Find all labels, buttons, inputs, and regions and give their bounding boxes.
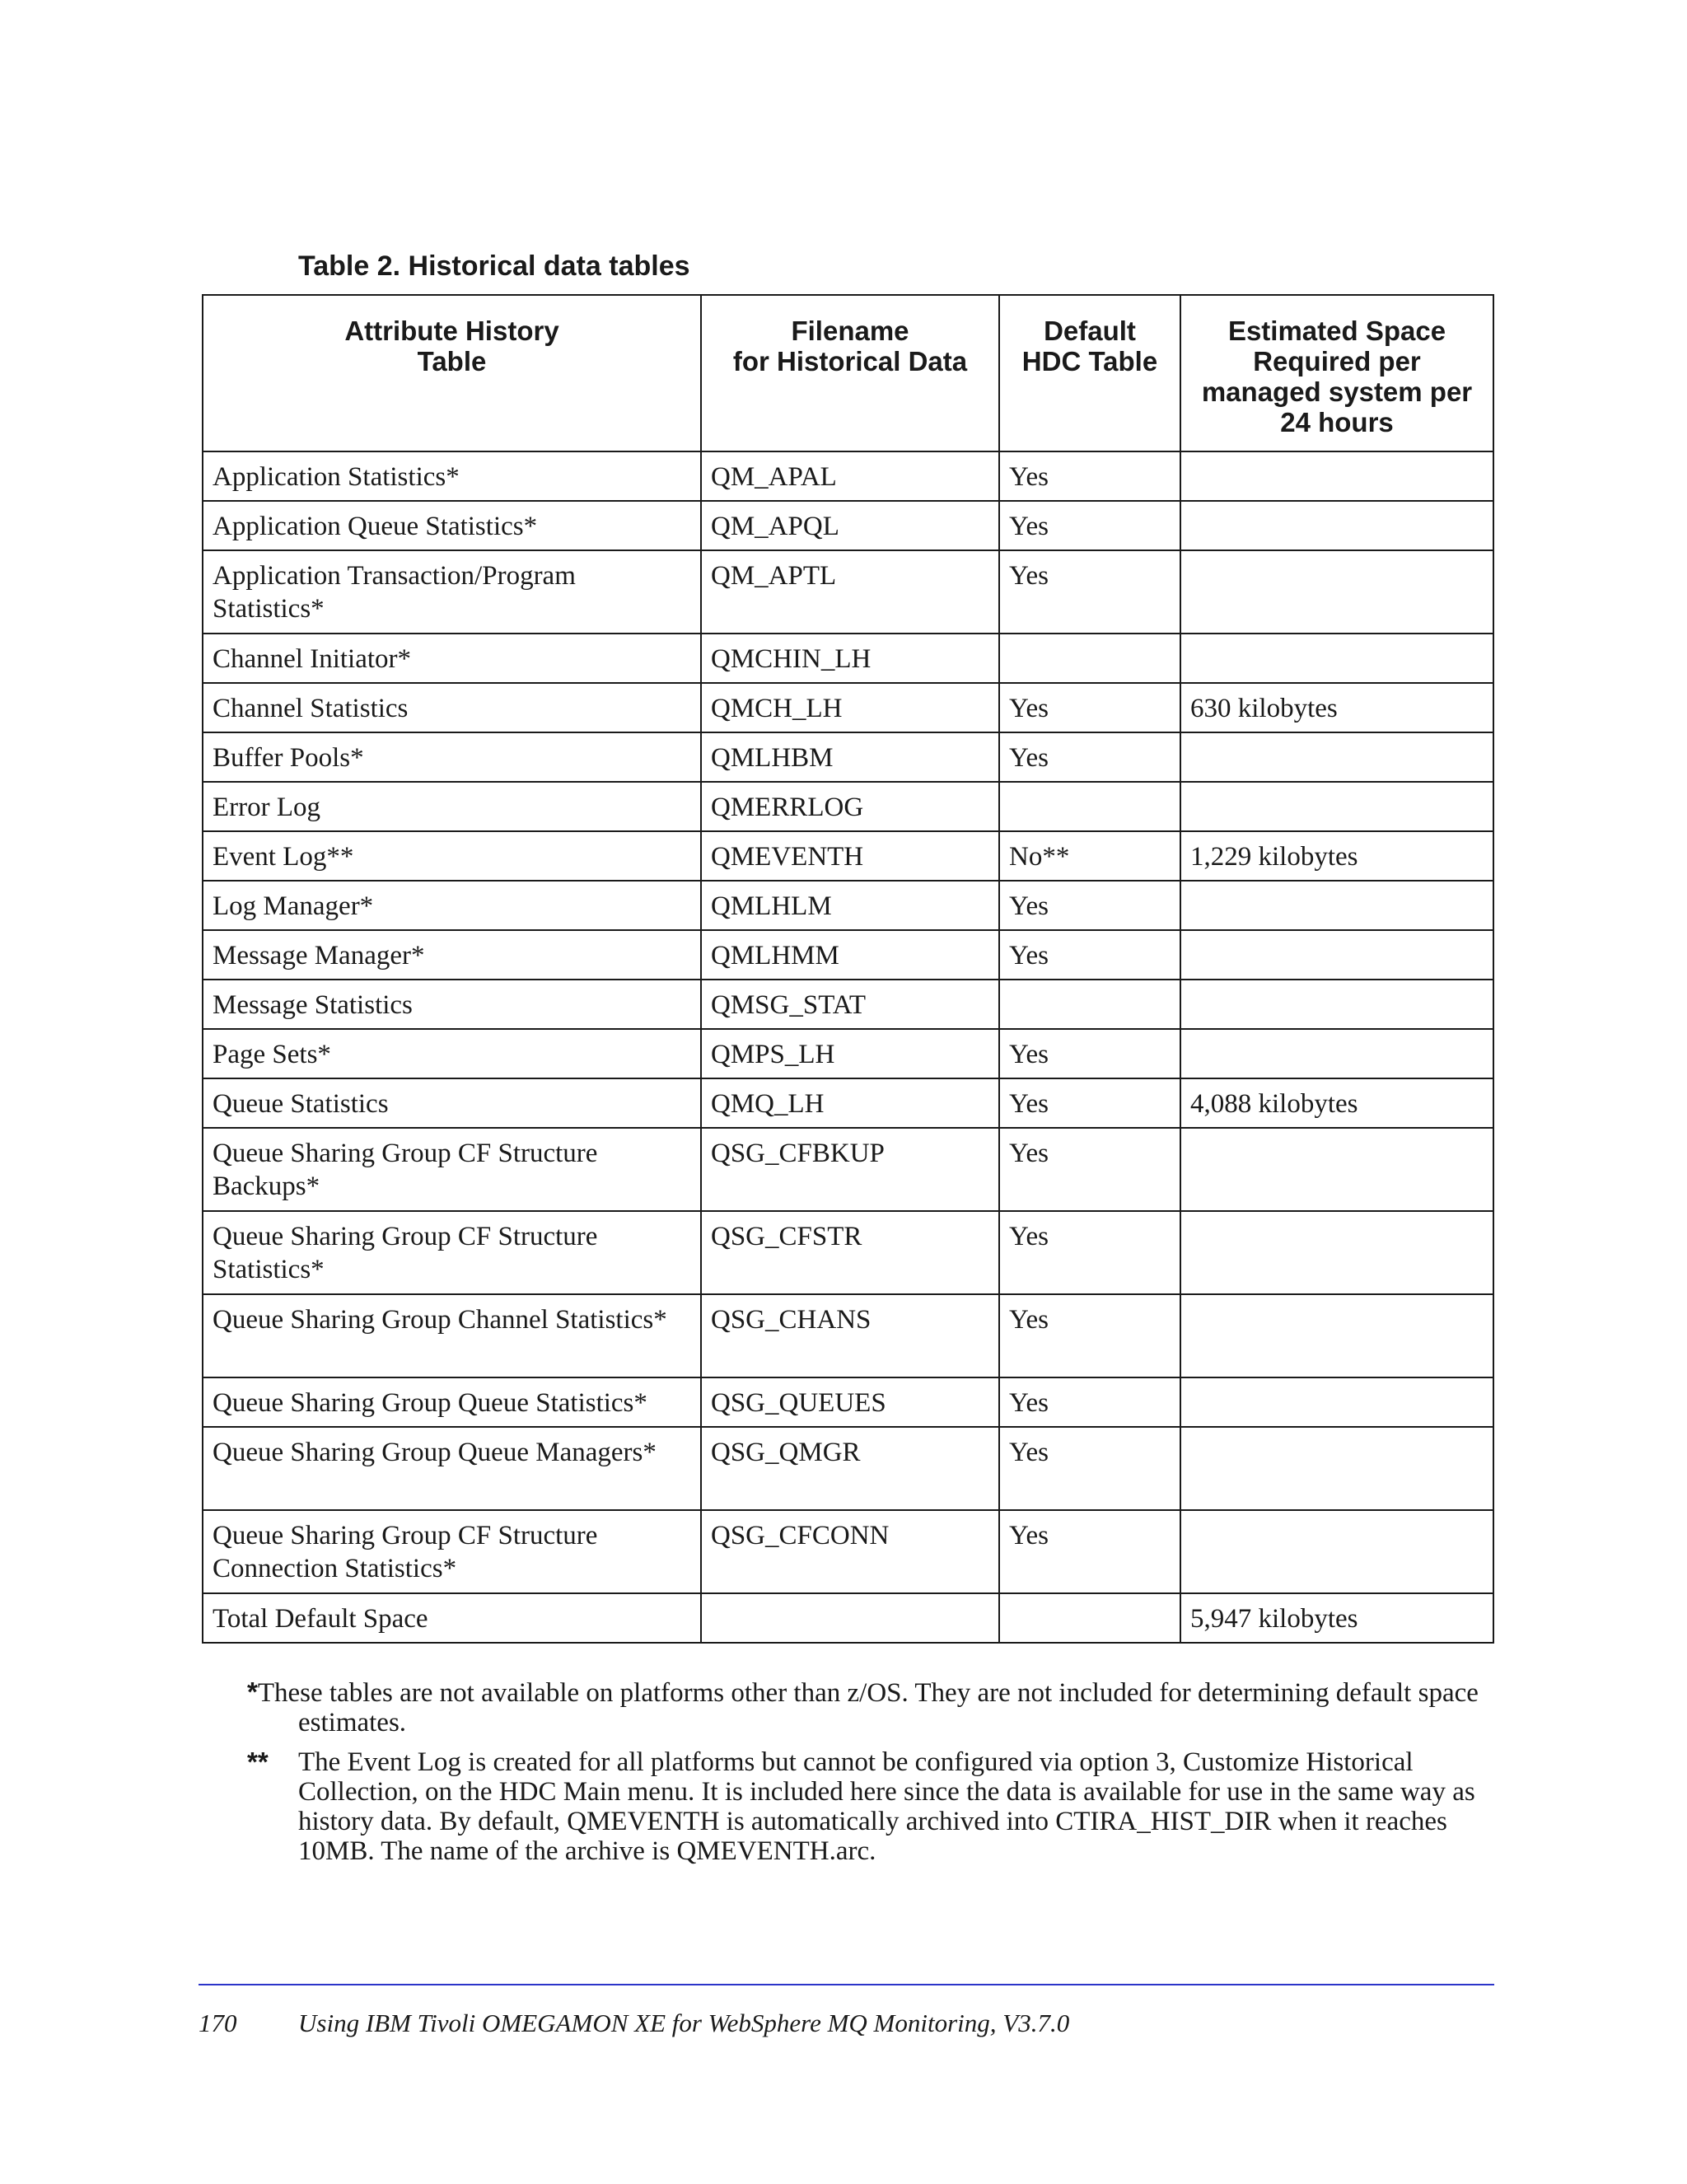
table-row bbox=[203, 501, 1493, 550]
table-row bbox=[203, 1427, 1493, 1510]
page-number: 170 bbox=[199, 2009, 237, 2037]
cell-filename: QMLHLM bbox=[701, 881, 999, 930]
cell-space bbox=[1180, 1427, 1493, 1510]
table-row bbox=[203, 634, 1493, 683]
cell-filename: QMERRLOG bbox=[701, 782, 999, 831]
cell-filename: QSG_CFSTR bbox=[701, 1211, 999, 1294]
cell-filename: QMLHBM bbox=[701, 732, 999, 782]
cell-default-hdc: Yes bbox=[999, 1427, 1180, 1510]
footnote-text: The Event Log is created for all platforms but cannot be configured via option 3, Customize Historical Collection, on the HDC Main menu. It is included here since the data is available for use in the same way as history data. By default, QMEVENTH is automatically archived into CTIRA_HIST_DIR when it reaches 10MB. The name of the archive is QMEVENTH.arc. bbox=[298, 1747, 1475, 1866]
cell-filename: QMEVENTH bbox=[701, 831, 999, 881]
cell-attribute: Buffer Pools* bbox=[203, 732, 701, 782]
cell-default-hdc: Yes bbox=[999, 930, 1180, 980]
table-row bbox=[203, 683, 1493, 732]
cell-filename: QSG_QMGR bbox=[701, 1427, 999, 1510]
footnote-single-asterisk bbox=[247, 1677, 1495, 1737]
cell-attribute: Message Manager* bbox=[203, 930, 701, 980]
cell-space: 4,088 kilobytes bbox=[1180, 1078, 1493, 1128]
table-row bbox=[203, 980, 1493, 1029]
cell-default-hdc: Yes bbox=[999, 451, 1180, 501]
cell-space bbox=[1180, 1294, 1493, 1377]
cell-filename: QMCH_LH bbox=[701, 683, 999, 732]
cell-default-hdc bbox=[999, 1593, 1180, 1643]
cell-space bbox=[1180, 1510, 1493, 1593]
cell-space bbox=[1180, 1029, 1493, 1078]
historical-data-table bbox=[202, 294, 1494, 1644]
table-notes bbox=[247, 1677, 1495, 1876]
cell-default-hdc bbox=[999, 782, 1180, 831]
cell-filename: QSG_CHANS bbox=[701, 1294, 999, 1377]
cell-default-hdc: Yes bbox=[999, 1078, 1180, 1128]
cell-attribute: Queue Statistics bbox=[203, 1078, 701, 1128]
cell-default-hdc: No** bbox=[999, 831, 1180, 881]
cell-default-hdc: Yes bbox=[999, 501, 1180, 550]
table-row bbox=[203, 451, 1493, 501]
cell-filename: QM_APTL bbox=[701, 550, 999, 634]
cell-attribute: Queue Sharing Group Channel Statistics* bbox=[203, 1294, 701, 1377]
table-row bbox=[203, 1029, 1493, 1078]
cell-filename: QMPS_LH bbox=[701, 1029, 999, 1078]
table-caption: Table 2. Historical data tables bbox=[298, 250, 690, 282]
cell-space bbox=[1180, 881, 1493, 930]
cell-space: 1,229 kilobytes bbox=[1180, 831, 1493, 881]
cell-filename bbox=[701, 1593, 999, 1643]
cell-space bbox=[1180, 1211, 1493, 1294]
cell-space bbox=[1180, 930, 1493, 980]
table-row bbox=[203, 782, 1493, 831]
cell-default-hdc bbox=[999, 980, 1180, 1029]
table-row bbox=[203, 1377, 1493, 1427]
cell-attribute: Queue Sharing Group Queue Managers* bbox=[203, 1427, 701, 1510]
cell-default-hdc: Yes bbox=[999, 1510, 1180, 1593]
footnote-marker: ** bbox=[247, 1747, 269, 1777]
cell-default-hdc: Yes bbox=[999, 881, 1180, 930]
cell-filename: QMLHMM bbox=[701, 930, 999, 980]
cell-space bbox=[1180, 634, 1493, 683]
cell-attribute: Channel Statistics bbox=[203, 683, 701, 732]
cell-attribute: Event Log** bbox=[203, 831, 701, 881]
table-row bbox=[203, 732, 1493, 782]
table-header-row bbox=[203, 295, 1493, 451]
table-row bbox=[203, 930, 1493, 980]
cell-filename: QSG_CFCONN bbox=[701, 1510, 999, 1593]
cell-default-hdc bbox=[999, 634, 1180, 683]
cell-filename: QM_APAL bbox=[701, 451, 999, 501]
cell-attribute: Total Default Space bbox=[203, 1593, 701, 1643]
table-row bbox=[203, 831, 1493, 881]
cell-default-hdc: Yes bbox=[999, 1211, 1180, 1294]
table-total-row bbox=[203, 1593, 1493, 1643]
cell-attribute: Queue Sharing Group Queue Statistics* bbox=[203, 1377, 701, 1427]
cell-default-hdc: Yes bbox=[999, 732, 1180, 782]
cell-filename: QMQ_LH bbox=[701, 1078, 999, 1128]
footer-divider bbox=[199, 1984, 1494, 1985]
cell-attribute: Queue Sharing Group CF Structure Connection Statistics* bbox=[203, 1510, 701, 1593]
table-row bbox=[203, 1510, 1493, 1593]
table-row bbox=[203, 1078, 1493, 1128]
footnote-double-asterisk bbox=[247, 1747, 1495, 1866]
table-row bbox=[203, 550, 1493, 634]
cell-space: 630 kilobytes bbox=[1180, 683, 1493, 732]
table-row bbox=[203, 1211, 1493, 1294]
header-estimated-space: Estimated Space Required per managed system per 24 hours bbox=[1180, 295, 1493, 451]
book-title: Using IBM Tivoli OMEGAMON XE for WebSphere MQ Monitoring, V3.7.0 bbox=[298, 2009, 1070, 2037]
cell-default-hdc: Yes bbox=[999, 550, 1180, 634]
cell-attribute: Application Queue Statistics* bbox=[203, 501, 701, 550]
table-row bbox=[203, 1128, 1493, 1211]
cell-space bbox=[1180, 501, 1493, 550]
header-attribute-history-table: Attribute History Table bbox=[203, 295, 701, 451]
cell-filename: QMCHIN_LH bbox=[701, 634, 999, 683]
cell-space bbox=[1180, 782, 1493, 831]
footnote-text: These tables are not available on platforms other than z/OS. They are not included for determining default space estimates. bbox=[257, 1678, 1479, 1737]
cell-space bbox=[1180, 451, 1493, 501]
cell-default-hdc: Yes bbox=[999, 1128, 1180, 1211]
table-row bbox=[203, 881, 1493, 930]
table-row bbox=[203, 1294, 1493, 1377]
cell-attribute: Channel Initiator* bbox=[203, 634, 701, 683]
cell-space bbox=[1180, 1377, 1493, 1427]
footnote-marker: * bbox=[247, 1677, 258, 1707]
cell-space: 5,947 kilobytes bbox=[1180, 1593, 1493, 1643]
cell-filename: QM_APQL bbox=[701, 501, 999, 550]
cell-attribute: Application Transaction/Program Statistics* bbox=[203, 550, 701, 634]
cell-attribute: Log Manager* bbox=[203, 881, 701, 930]
cell-attribute: Message Statistics bbox=[203, 980, 701, 1029]
cell-filename: QMSG_STAT bbox=[701, 980, 999, 1029]
cell-default-hdc: Yes bbox=[999, 683, 1180, 732]
cell-attribute: Application Statistics* bbox=[203, 451, 701, 501]
header-filename: Filename for Historical Data bbox=[701, 295, 999, 451]
cell-default-hdc: Yes bbox=[999, 1029, 1180, 1078]
cell-attribute: Queue Sharing Group CF Structure Backups* bbox=[203, 1128, 701, 1211]
cell-filename: QSG_QUEUES bbox=[701, 1377, 999, 1427]
cell-space bbox=[1180, 732, 1493, 782]
cell-default-hdc: Yes bbox=[999, 1377, 1180, 1427]
cell-space bbox=[1180, 1128, 1493, 1211]
cell-attribute: Queue Sharing Group CF Structure Statistics* bbox=[203, 1211, 701, 1294]
cell-attribute: Error Log bbox=[203, 782, 701, 831]
cell-space bbox=[1180, 980, 1493, 1029]
cell-space bbox=[1180, 550, 1493, 634]
cell-attribute: Page Sets* bbox=[203, 1029, 701, 1078]
cell-filename: QSG_CFBKUP bbox=[701, 1128, 999, 1211]
cell-default-hdc: Yes bbox=[999, 1294, 1180, 1377]
header-default-hdc-table: Default HDC Table bbox=[999, 295, 1180, 451]
